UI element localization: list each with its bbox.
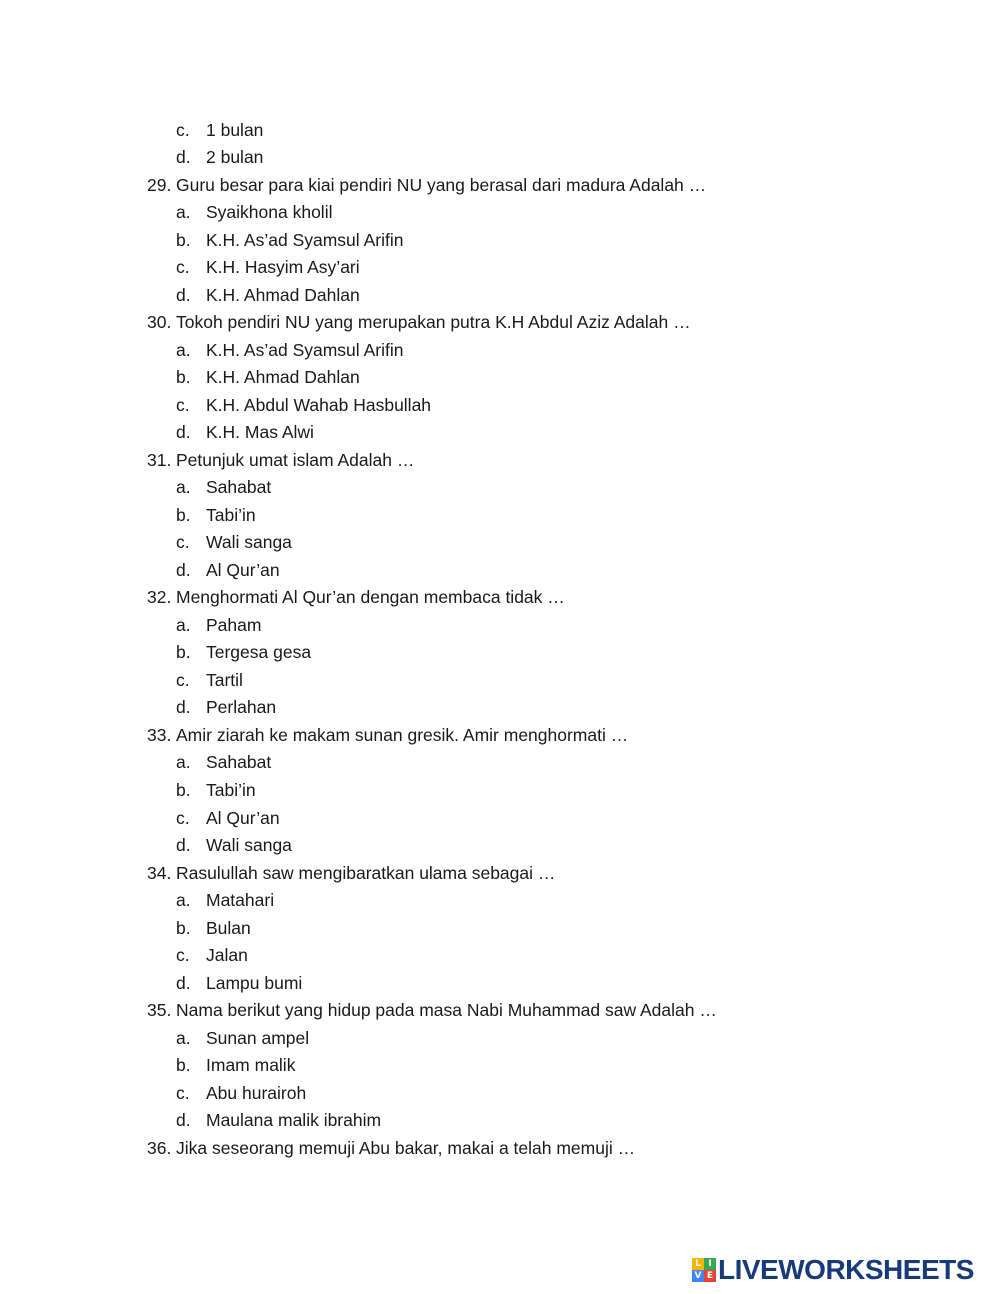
- option-letter: b.: [176, 779, 191, 800]
- answer-option: [176, 805, 280, 833]
- answer-option: [176, 117, 263, 145]
- question: [147, 722, 628, 750]
- question: [147, 1135, 635, 1163]
- option-letter: a.: [176, 890, 191, 911]
- option-text: Sunan ampel: [206, 1027, 310, 1048]
- answer-option: [176, 749, 271, 777]
- option-text: Al Qur’an: [206, 807, 280, 828]
- option-letter: c.: [176, 1082, 190, 1103]
- option-letter: b.: [176, 504, 191, 525]
- option-text: Wali sanga: [206, 835, 292, 856]
- question-text: Menghormati Al Qur’an dengan membaca tidak …: [176, 587, 565, 608]
- answer-option: [176, 1107, 381, 1135]
- option-text: Lampu bumi: [206, 972, 303, 993]
- question-number: 29.: [147, 174, 172, 195]
- option-letter: d.: [176, 1110, 191, 1131]
- answer-option: [176, 474, 271, 502]
- option-letter: b.: [176, 642, 191, 663]
- option-text: Tabi’in: [206, 779, 256, 800]
- option-text: K.H. Ahmad Dahlan: [206, 367, 360, 388]
- option-letter: c.: [176, 119, 190, 140]
- option-letter: c.: [176, 257, 190, 278]
- option-text: Matahari: [206, 890, 275, 911]
- answer-option: [176, 337, 403, 365]
- option-letter: d.: [176, 972, 191, 993]
- option-text: Maulana malik ibrahim: [206, 1110, 382, 1131]
- answer-option: [176, 392, 431, 420]
- option-text: Abu hurairoh: [206, 1082, 307, 1103]
- option-letter: d.: [176, 422, 191, 443]
- option-letter: d.: [176, 835, 191, 856]
- option-text: K.H. As’ad Syamsul Arifin: [206, 339, 404, 360]
- option-text: Sahabat: [206, 477, 272, 498]
- question-text: Jika seseorang memuji Abu bakar, makai a telah memuji …: [176, 1137, 636, 1158]
- answer-option: [176, 144, 263, 172]
- option-letter: a.: [176, 614, 191, 635]
- option-letter: b.: [176, 367, 191, 388]
- question-number: 32.: [147, 587, 172, 608]
- answer-option: [176, 832, 292, 860]
- answer-option: [176, 529, 292, 557]
- option-letter: c.: [176, 394, 190, 415]
- option-letter: c.: [176, 532, 190, 553]
- option-letter: a.: [176, 339, 191, 360]
- option-text: Perlahan: [206, 697, 277, 718]
- logo-badge-icon: [692, 1258, 716, 1282]
- question-number: 30.: [147, 312, 172, 333]
- answer-option: [176, 1025, 309, 1053]
- option-letter: d.: [176, 147, 191, 168]
- question: [147, 997, 717, 1025]
- option-letter: a.: [176, 1027, 191, 1048]
- question: [147, 447, 414, 475]
- option-text: Bulan: [206, 917, 251, 938]
- question-number: 31.: [147, 449, 172, 470]
- answer-option: [176, 254, 360, 282]
- option-text: Syaikhona kholil: [206, 202, 333, 223]
- option-text: Wali sanga: [206, 532, 292, 553]
- option-text: Tartil: [206, 669, 243, 690]
- option-letter: a.: [176, 477, 191, 498]
- option-letter: c.: [176, 807, 190, 828]
- option-letter: d.: [176, 284, 191, 305]
- option-text: K.H. Hasyim Asy’ari: [206, 257, 360, 278]
- answer-option: [176, 227, 403, 255]
- option-letter: b.: [176, 917, 191, 938]
- logo-badge-letter: E: [704, 1270, 716, 1282]
- option-letter: d.: [176, 697, 191, 718]
- answer-option: [176, 694, 276, 722]
- question-text: Amir ziarah ke makam sunan gresik. Amir menghormati …: [176, 724, 629, 745]
- answer-option: [176, 419, 314, 447]
- option-text: K.H. Abdul Wahab Hasbullah: [206, 394, 432, 415]
- option-letter: d.: [176, 559, 191, 580]
- option-letter: c.: [176, 669, 190, 690]
- option-text: 1 bulan: [206, 119, 264, 140]
- option-text: Paham: [206, 614, 262, 635]
- answer-option: [176, 887, 274, 915]
- option-text: Imam malik: [206, 1055, 296, 1076]
- question-text: Nama berikut yang hidup pada masa Nabi Muhammad saw Adalah …: [176, 1000, 717, 1021]
- answer-option: [176, 942, 248, 970]
- option-text: K.H. As’ad Syamsul Arifin: [206, 229, 404, 250]
- question: [147, 860, 555, 888]
- question-number: 33.: [147, 724, 172, 745]
- logo-badge-letter: V: [692, 1270, 704, 1282]
- answer-option: [176, 502, 256, 530]
- option-text: K.H. Mas Alwi: [206, 422, 314, 443]
- answer-option: [176, 777, 256, 805]
- question: [147, 172, 706, 200]
- question: [147, 309, 691, 337]
- option-letter: a.: [176, 752, 191, 773]
- answer-option: [176, 199, 332, 227]
- logo-text: LIVEWORKSHEETS: [718, 1254, 974, 1285]
- answer-option: [176, 557, 280, 585]
- answer-option: [176, 970, 302, 998]
- question-number: 34.: [147, 862, 172, 883]
- option-letter: a.: [176, 202, 191, 223]
- question-text: Petunjuk umat islam Adalah …: [176, 449, 415, 470]
- answer-option: [176, 639, 311, 667]
- option-text: Sahabat: [206, 752, 272, 773]
- option-text: Tergesa gesa: [206, 642, 312, 663]
- logo-badge-letter: I: [704, 1258, 716, 1270]
- question-number: 36.: [147, 1137, 172, 1158]
- question-number: 35.: [147, 1000, 172, 1021]
- answer-option: [176, 282, 360, 310]
- answer-option: [176, 915, 251, 943]
- answer-option: [176, 364, 360, 392]
- option-text: Tabi’in: [206, 504, 256, 525]
- question-text: Guru besar para kiai pendiri NU yang berasal dari madura Adalah …: [176, 174, 707, 195]
- option-text: Jalan: [206, 945, 248, 966]
- option-text: Al Qur’an: [206, 559, 280, 580]
- answer-option: [176, 1080, 306, 1108]
- question-text: Rasulullah saw mengibaratkan ulama sebagai …: [176, 862, 556, 883]
- logo-badge-letter: L: [692, 1258, 704, 1270]
- option-letter: b.: [176, 1055, 191, 1076]
- option-text: K.H. Ahmad Dahlan: [206, 284, 360, 305]
- option-letter: c.: [176, 945, 190, 966]
- question-text: Tokoh pendiri NU yang merupakan putra K.H Abdul Aziz Adalah …: [176, 312, 691, 333]
- option-text: 2 bulan: [206, 147, 264, 168]
- answer-option: [176, 1052, 295, 1080]
- liveworksheets-logo: [692, 1255, 974, 1285]
- answer-option: [176, 612, 261, 640]
- option-letter: b.: [176, 229, 191, 250]
- answer-option: [176, 667, 243, 695]
- question: [147, 584, 565, 612]
